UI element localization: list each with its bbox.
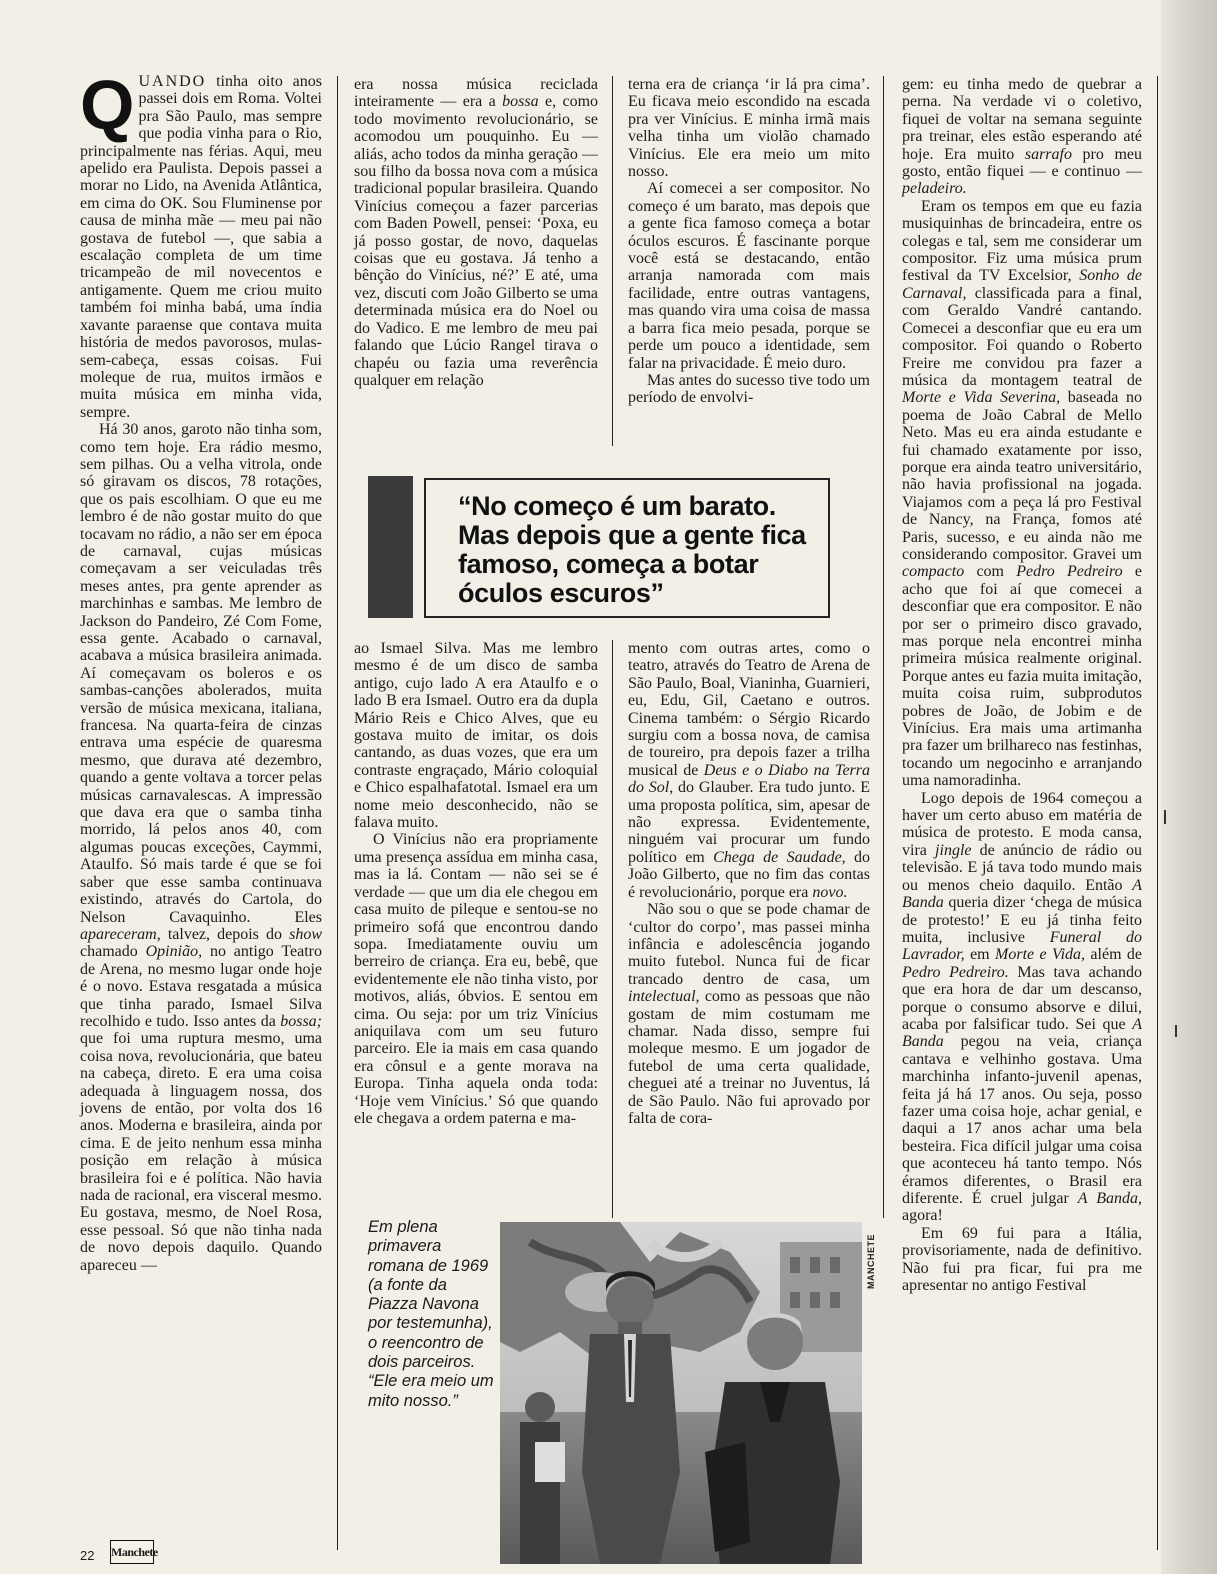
paragraph-text: queria dizer ‘chega de música de protesto!’ E eu já tinha feito muita, inclusive	[902, 894, 1142, 946]
emphasis: Deus e o Diabo na Terra do Sol,	[628, 761, 871, 797]
paragraph-text: e, como todo movimento revolucionário, se acomodou um pouquinho. Eu — aliás, acho todos da minha geração — sou filho da bossa nova com a música tradicional popular brasileira. Quando Vinícius começou a fazer parcerias com Baden Powell, pensei: ‘Poxa, eu já posso gostar, de novo, daquelas coisas que eu gostava. Já tenho a bênção do Vinícius, né?’ E até, uma vez, discuti com João Gilberto se uma determinada música era do Noel ou do Vadico. E me lembro de meu pai falando que Lúcio Rangel tirava o chapéu ou fazia uma reverência qualquer em relação	[354, 93, 599, 389]
emphasis: Morte e Vida Severina,	[902, 389, 1061, 407]
article-column-1	[80, 66, 323, 1274]
paragraph: ao Ismael Silva. Mas me lembro mesmo é de um disco de samba antigo, cujo lado A era Ataulfo e o lado B era Ismael. Outro era da dupla Mário Reis e Chico Alves, que eu gostava muito de imitar, os dois cantando, as duas vozes, que era um contraste engraçado, Mário coloquial e Chico espalhafatotal. Ismael era um nome meio desconhecido, não se falava muito.	[354, 640, 598, 832]
paragraph-text: baseada no poema de João Cabral de Mello Neto. Mas eu era ainda estudante e fui chamado exatamente por isso, porque era ainda teatro universitário, não havia profissional na jogada. Viajamos com a peça lá pro Festival de Nancy, na França, fomos até Paris, sucesso, e eu ainda não me considerando compositor. Gravei um	[902, 389, 1142, 563]
paragraph-text: tinha oito anos passei dois em Roma. Voltei pra São Paulo, mas sempre que podia vinha para o Rio, principalmente nas férias. Aqui, meu apelido era Paulista. Depois passei a morar no Lido, na Avenida Atlântica, em cima do OK. Sou Fluminense por causa de minha mãe — meu pai não gostava de futebol —, que sabia a escalação completa de um time tricampeão de mil novecentos e antigamente. Quem me criou muito também foi minha babá, uma índia xavante paraense que contava muita história de medos pavorosos, mulas-sem-cabeça, essas coisas. Fui moleque de rua, muitos irmãos e muita música em minha vida, sempre.	[80, 73, 322, 421]
emphasis: Chega de Saudade,	[713, 848, 846, 866]
article-column-4	[902, 76, 1142, 1294]
emphasis: intelectual,	[628, 988, 700, 1006]
paragraph-text: Há 30 anos, garoto não tinha som, como tem hoje. Era rádio mesmo, sem pilhas. Ou a velha vitrola, onde só giravam os discos, 78 rotações, que os pais escolhiam. O que eu me lembro é de não gostar muito do que tocavam no rádio, a não ser em época de carnaval, cujas músicas começavam a ser veiculadas três meses antes, pra gente aprender as marchinhas e sambas. Me lembro de Jackson do Pandeiro, Zé Com Fome, essa gente. Acabado o carnaval, acabava a música brasileira animada. Aí começavam os boleros e os sambas-canções abolerados, muita versão de música mexicana, italiana, francesa. Na quarta-feira de cinzas entrava uma espécie de quaresma mesmo, que durava até dezembro, quando a gente voltava a torcer pelas músicas carnavalescas. A impressão que dava era que o samba tinha morrido, lá pelos anos 40, com algumas poucas exceções, Caymmi, Ataulfo. Só mais tarde é que se foi saber que esse samba continuava existindo, através do Cartola, do Nelson Cavaquinho. Eles	[80, 421, 322, 926]
paragraph-text: chamado	[80, 943, 138, 961]
paragraph	[80, 66, 322, 421]
photo-credit: MANCHETE	[866, 1234, 876, 1290]
paragraph	[80, 421, 322, 1274]
emphasis: show	[289, 925, 323, 943]
paragraph-text: agora!	[902, 1207, 943, 1225]
emphasis: compacto	[902, 563, 965, 581]
paragraph-text: gem: eu tinha medo de quebrar a perna. Na verdade vi o coletivo, fiquei de voltar na semana seguinte pra treinar, eles estão esperando até hoje. Era muito	[902, 76, 1142, 163]
paragraph-text: no antigo Teatro de Arena, no mesmo lugar onde hoje é o novo. Estava resgatada a música que tinha parado, Ismael Silva recolhido e tudo. Isso antes da	[80, 943, 323, 1030]
emphasis: A Banda,	[1077, 1190, 1143, 1207]
paragraph-text: classificada para a final, com Geraldo Vandré cantando. Comecei a desconfiar que eu era um compositor. Foi quando o Roberto Freire me convidou pra fazer a música da montagem teatral de	[902, 284, 1142, 389]
emphasis: Opinião,	[145, 943, 203, 961]
paragraph-text: Eram os tempos em que eu fazia musiquinhas de brincadeira, entre os colegas e tal, sem me considerar um compositor. Fiz uma música prum festival da TV Excelsior,	[902, 197, 1142, 285]
paragraph	[628, 640, 870, 901]
paragraph	[902, 76, 1142, 198]
paragraph: Aí comecei a ser compositor. No começo é um barato, mas depois que a gente fica famoso começa a botar óculos escuros. É fascinante porque você está se destacando, então arranja namorada com mais facilidade, entre outras vantagens, mas quando vira uma coisa de massa a barra fica meio pesada, porque se perde um pouco a identidade, sem falar na privacidade. É meio duro.	[628, 180, 870, 372]
paragraph-text: de anúncio de rádio ou televisão. E já tava todo mundo mais ou menos cheio daquilo. Então	[902, 841, 1143, 894]
paragraph-text: além de	[1085, 946, 1143, 964]
page-number: 22	[80, 1548, 95, 1563]
emphasis: A Banda	[902, 876, 1143, 912]
magazine-logo: Manchete	[110, 1540, 154, 1564]
photo-caption: Em plena primavera romana de 1969 (a fonte da Piazza Navona por testemunha), o reencontro de dois parceiros. “Ele era meio um mito nosso.”	[368, 1218, 494, 1410]
column-divider	[612, 640, 613, 1218]
emphasis: bossa;	[280, 1012, 322, 1030]
paragraph	[902, 198, 1142, 790]
emphasis: Morte e Vida,	[995, 946, 1086, 964]
page-edge-shadow	[1161, 0, 1217, 1574]
paragraph: Em 69 fui para a Itália, provisoriamente, nada de definitivo. Não fui pra ficar, fui pra me apresentar no antigo Festival	[902, 1224, 1142, 1295]
paragraph-text: Logo depois de 1964 começou a haver um certo abuso em matéria de música de protesto. E moda cansa, vira	[902, 789, 1142, 859]
article-column-2-bottom	[354, 640, 598, 1127]
emphasis: jingle	[935, 841, 972, 859]
paragraph-text: e acho que foi aí que comecei a desconfiar que era compositor. E não por ser o primeiro disco gravado, mas porque nela encontrei minha primeira música realmente original. Porque antes eu fazia muita imitação, muita coisa ruim, subprodutos pobres de João, de Jobim e de Vinícius. Era mais uma artimanha pra fazer um brilhareco nas festinhas, tocando um negocinho e arranjando uma namoradinha.	[902, 563, 1142, 790]
paragraph-text: era nossa música reciclada inteiramente — era a	[354, 76, 598, 111]
column-divider	[1157, 76, 1158, 1550]
article-column-3-top	[628, 76, 870, 407]
paragraph-text: como as pessoas que não gostam de mim costumam me chamar. Nada disso, sempre fui moleque mesmo. E um jogador de futebol de uma certa qualidade, cheguei até a treinar no Juventus, lá de São Paulo. Não fui aprovado por falta de cora-	[628, 988, 870, 1127]
paragraph-text: pro meu gosto, então fiquei — e continuo —	[902, 145, 1143, 181]
emphasis: sarrafo	[1024, 145, 1072, 163]
article-column-2-top	[354, 76, 598, 389]
pull-quote-text: “No começo é um barato. Mas depois que a gente fica famoso, começa a botar óculos escuros”	[458, 491, 806, 608]
emphasis: novo.	[812, 883, 848, 901]
margin-mark	[1164, 810, 1166, 824]
lead-word: UANDO	[138, 73, 207, 90]
emphasis: Pedro Pedreiro	[1016, 563, 1123, 581]
column-divider	[883, 76, 884, 1218]
paragraph	[902, 790, 1142, 1225]
margin-mark	[1175, 1025, 1177, 1037]
photo-two-men-fountain	[500, 1222, 862, 1564]
paragraph-text: que foi uma ruptura mesmo, uma coisa nova, revolucionária, que bateu na cabeça, direto. E era uma coisa adequada à linguagem nossa, dos jovens de então, por volta dos 16 anos. Moderna e brasileira, ainda por cima. E de jeito nenhum essa minha posição em relação à música brasileira foi e é política. Não havia nada de racional, era visceral mesmo. Eu gostava, mesmo, de Noel Rosa, esse pessoal. Só que não tinha nada de novo depois daquilo. Quando apareceu —	[80, 1030, 322, 1274]
column-divider	[337, 76, 338, 1550]
emphasis: Pedro Pedreiro.	[902, 963, 1009, 981]
photo	[500, 1222, 862, 1564]
emphasis: peladeiro.	[902, 180, 967, 198]
paragraph-text: mento com outras artes, como o teatro, através do Teatro de Arena de São Paulo, Boal, Vianinha, Guarnieri, eu, Edu, Gil, Caetano e outros. Cinema também: o Sérgio Ricardo surgiu com a bossa nova, de camisa de toureiro, pra depois fazer a trilha musical de	[628, 640, 870, 779]
paragraph: O Vinícius não era propriamente uma presença assídua em minha casa, mas ia lá. Contam — não sei se é verdade — que um dia ele chegou em casa muito de pileque e sentou-se no primeiro sofá que encontrou dando sopa. Imediatamente ouviu um berreiro de criança. Era eu, bebê, que evidentemente ele não tinha visto, por motivos, aliás, óbvios. E sentou em cima. Ou seja: por um triz Vinícius aniquilava com um seu futuro parceiro. Ele ia mais em casa quando era cônsul e a gente morava na Europa. Tinha aquela onda toda: ‘Hoje vem Vinícius.’ Só que quando ele chegava a ordem paterna e ma-	[354, 831, 598, 1127]
emphasis: apareceram,	[80, 925, 161, 943]
column-divider	[612, 76, 613, 446]
paragraph-text: Mas tava achando que era hora de dar um descanso, porque o consumo absorve e dilui, acaba por falsificar tudo. Sei que	[902, 963, 1142, 1033]
pull-quote	[424, 478, 830, 618]
paragraph-text: talvez, depois do	[160, 925, 282, 943]
paragraph: terna era de criança ‘ir lá pra cima’. Eu ficava meio escondido na escada pra ver Vinícius. E minha irmã mais velha tinha um violão chamado Vinícius. Ele era meio um mito nosso.	[628, 76, 870, 181]
emphasis: A Banda	[902, 1015, 1143, 1051]
paragraph-text: com	[964, 563, 1004, 581]
paragraph	[628, 901, 870, 1127]
paragraph: Mas antes do sucesso tive todo um período de envolvi-	[628, 371, 870, 407]
emphasis: Funeral do Lavrador,	[902, 928, 1142, 964]
paragraph-text: do Glauber. Era tudo junto. E uma proposta política, sim, apesar de não expressa. Evidentemente, ninguém vai procurar um fundo político em	[628, 779, 870, 866]
paragraph	[354, 76, 598, 389]
pull-quote-bar	[368, 476, 413, 618]
paragraph-text: do João Gilberto, que no fim das contas é revolucionário, porque era	[628, 848, 871, 901]
emphasis: Sonho de Carnaval,	[902, 267, 1142, 302]
drop-cap: Q	[80, 66, 135, 144]
article-column-3-bottom	[628, 640, 870, 1127]
paragraph-text: pegou na veia, criança cantava e velhinho gostava. Uma marchinha infanto-juvenil apenas, feita já há 17 anos. Ou seja, posso fazer uma coisa hoje, achar genial, e daqui a 17 anos achar uma bela besteira. Fica difícil julgar uma coisa que aconteceu há tanto tempo. Nós éramos diferentes, o Brasil era diferente. É cruel julgar	[902, 1033, 1142, 1207]
paragraph-text: Não sou o que se pode chamar de ‘cultor do corpo’, mas passei minha infância e adolescência jogando muito futebol. Nunca fui de ficar trancado dentro de casa, um	[628, 901, 870, 988]
paragraph-text: em	[964, 946, 990, 964]
emphasis: bossa	[502, 93, 539, 111]
